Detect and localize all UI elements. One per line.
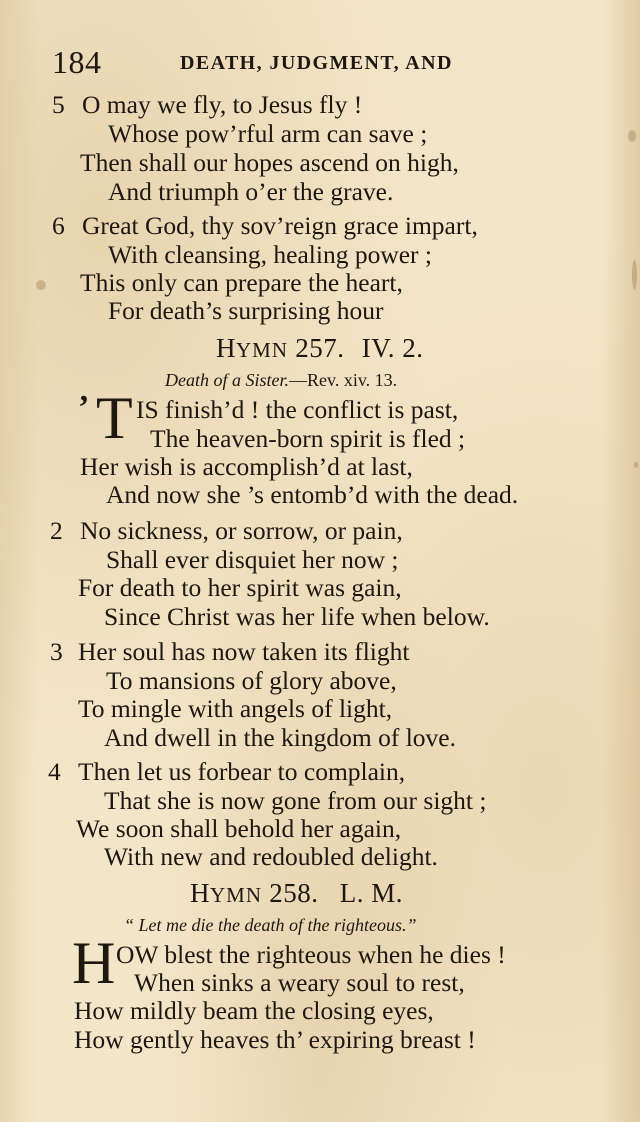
stanza-number: 5 (52, 90, 65, 119)
verse-line: Then let us forbear to complain, (78, 757, 406, 786)
verse-line: With new and redoubled delight. (104, 842, 438, 871)
verse-line: OW blest the righteous when he dies ! (116, 940, 506, 969)
hymn-title (216, 332, 424, 366)
verse-line: Then shall our hopes ascend on high, (80, 148, 459, 177)
hymn-title-word-rest: YMN (210, 883, 263, 907)
verse-line: Shall ever disquiet her now ; (106, 545, 399, 574)
hymn-subtitle (165, 368, 397, 392)
hymn-subtitle: “ Let me die the death of the righteous.” (124, 915, 417, 935)
hymn-meter: L. M. (339, 878, 404, 908)
verse-line: When sinks a weary soul to rest, (134, 968, 465, 997)
verse-line: No sickness, or sorrow, or pain, (80, 516, 403, 545)
running-head: DEATH, JUDGMENT, AND (180, 52, 453, 74)
page-number: 184 (52, 44, 102, 80)
stanza-number: 3 (50, 637, 63, 666)
verse-line: IS finish’d ! the conflict is past, (136, 395, 459, 424)
hymn-title-word-first: H (190, 878, 210, 908)
verse-line: We soon shall behold her again, (76, 814, 402, 843)
hymn-subtitle-title: Death of a Sister. (165, 370, 289, 390)
stanza-number: 4 (48, 757, 61, 786)
paper-stain (36, 280, 46, 290)
dropcap-letter: T (96, 385, 133, 451)
verse-line: For death to her spirit was gain, (78, 573, 402, 602)
hymn-title (190, 877, 403, 911)
paper-stain (632, 260, 637, 290)
verse-line: How gently heaves th’ expiring breast ! (74, 1025, 476, 1054)
stanza-number: 2 (50, 516, 63, 545)
hymn-subtitle-reference: —Rev. xiv. 13. (289, 370, 398, 390)
verse-line: How mildly beam the closing eyes, (74, 996, 434, 1025)
verse-line: With cleansing, healing power ; (108, 240, 433, 269)
hymn-number: 257. (295, 333, 345, 363)
hymn-title-word-rest: YMN (236, 338, 289, 362)
paper-stain (634, 462, 638, 468)
verse-line: Her wish is accomplish’d at last, (80, 452, 413, 481)
verse-line: Since Christ was her life when below. (104, 602, 490, 631)
stanza-number: 6 (52, 211, 65, 240)
hymn-meter: IV. 2. (361, 333, 424, 363)
verse-line: Great God, thy sov’reign grace impart, (82, 211, 478, 240)
verse-line: The heaven-born spirit is fled ; (150, 424, 466, 453)
verse-line: And now she ’s entomb’d with the dead. (106, 480, 519, 509)
paper-stain (628, 130, 636, 142)
dropcap-letter: H (72, 930, 116, 996)
verse-line: Her soul has now taken its flight (78, 637, 410, 666)
verse-line: O may we fly, to Jesus fly ! (82, 90, 363, 119)
verse-line: To mansions of glory above, (106, 666, 397, 695)
hymn-number: 258. (269, 878, 319, 908)
verse-line: And triumph o’er the grave. (108, 177, 394, 206)
verse-line: This only can prepare the heart, (80, 268, 403, 297)
verse-line: And dwell in the kingdom of love. (104, 723, 456, 752)
verse-line: That she is now gone from our sight ; (104, 786, 487, 815)
verse-line: For death’s surprising hour (108, 296, 384, 325)
dropcap-apostrophe: ’ (78, 389, 90, 426)
hymn-title-word-first: H (216, 333, 236, 363)
verse-line: Whose pow’rful arm can save ; (108, 119, 428, 148)
verse-line: To mingle with angels of light, (78, 694, 393, 723)
